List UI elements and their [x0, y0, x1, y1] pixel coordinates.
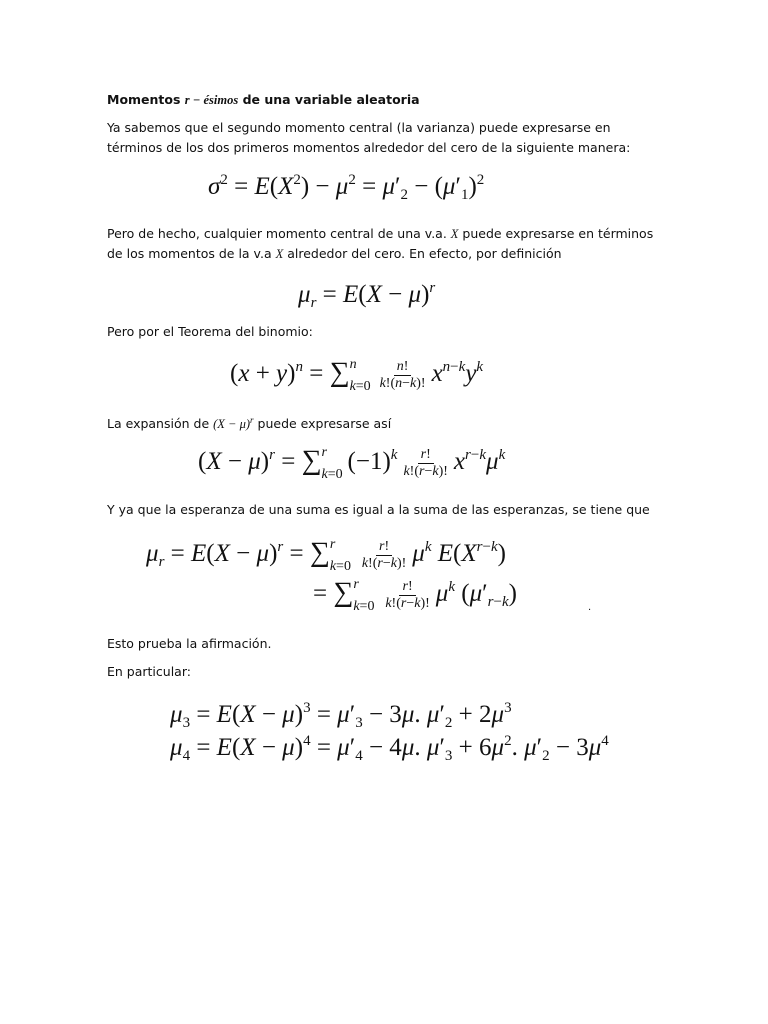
equation-moment-expansion-line2: = ∑ r k=0 $\frac{r!}{k!(r-k)!}$ $\mu^k$ $(\mu'_{r-k})$ [313, 577, 517, 614]
equation-expansion: $(X - \mu)^r$ = ∑ r k=0 $(-1)^k$ $\frac{r!}{k!(r-k)!}$ $x^{r-k}\mu^k$ [198, 445, 506, 482]
title-text-end: de una variable aleatoria [238, 92, 420, 107]
equation-fourth-moment: $\mu_4 = E(X - \mu)^4 = \mu'_4 - 4\mu$. $\mu'_3 + 6\mu^2$. $\mu'_2 - 3\mu^4$ [170, 733, 609, 764]
paragraph-expectation: Y ya que la esperanza de una suma es igual a la suma de las esperanzas, se tiene que [107, 502, 650, 517]
section-title [107, 90, 667, 110]
equation-third-moment: $\mu_3 = E(X - \mu)^3 = \mu'_3 - 3\mu$. $\mu'_2 + 2\mu^3$ [170, 700, 512, 731]
equation-binomial-theorem: $(x + y)^n$ = ∑ n k=0 $\frac{n!}{k!(n-k)!}$ $x^{n-k}y^k$ [230, 357, 484, 394]
paragraph-central-moments: Pero de hecho, cualquier momento central de una v.a. X puede expresarse en términos de los momentos de la v.a X alrededor del cero. En efecto, por definición [107, 226, 654, 261]
equation-variance: $\sigma^2 = E(X^2) - \mu^2 = \mu'_2 - (\mu'_1)^2$ [208, 172, 485, 203]
paragraph-proof: Esto prueba la afirmación. [107, 636, 272, 651]
title-text: Momentos [107, 92, 185, 107]
equation-moment-expansion-line1: $\mu_r = E(X - \mu)^r$ = ∑ r k=0 $\frac{r!}{k!(r-k)!}$ $\mu^k$ $E(X^{r-k})$ [146, 537, 506, 574]
stray-dot-mark: . [588, 602, 592, 613]
paragraph-binomial: Pero por el Teorema del binomio: [107, 324, 313, 339]
title-math: r − ésimos [184, 93, 239, 107]
paragraph-expansion: La expansión de $(X - \mu)^r$ puede expresarse así [107, 415, 392, 432]
paragraph-in-particular: En particular: [107, 664, 191, 679]
equation-central-moment-definition: $\mu_r = E(X - \mu)^r$ [298, 280, 436, 311]
paragraph-intro: Ya sabemos que el segundo momento central (la varianza) puede expresarse en términos de los dos primeros momentos alrededor del cero de la siguiente manera: [107, 120, 631, 155]
